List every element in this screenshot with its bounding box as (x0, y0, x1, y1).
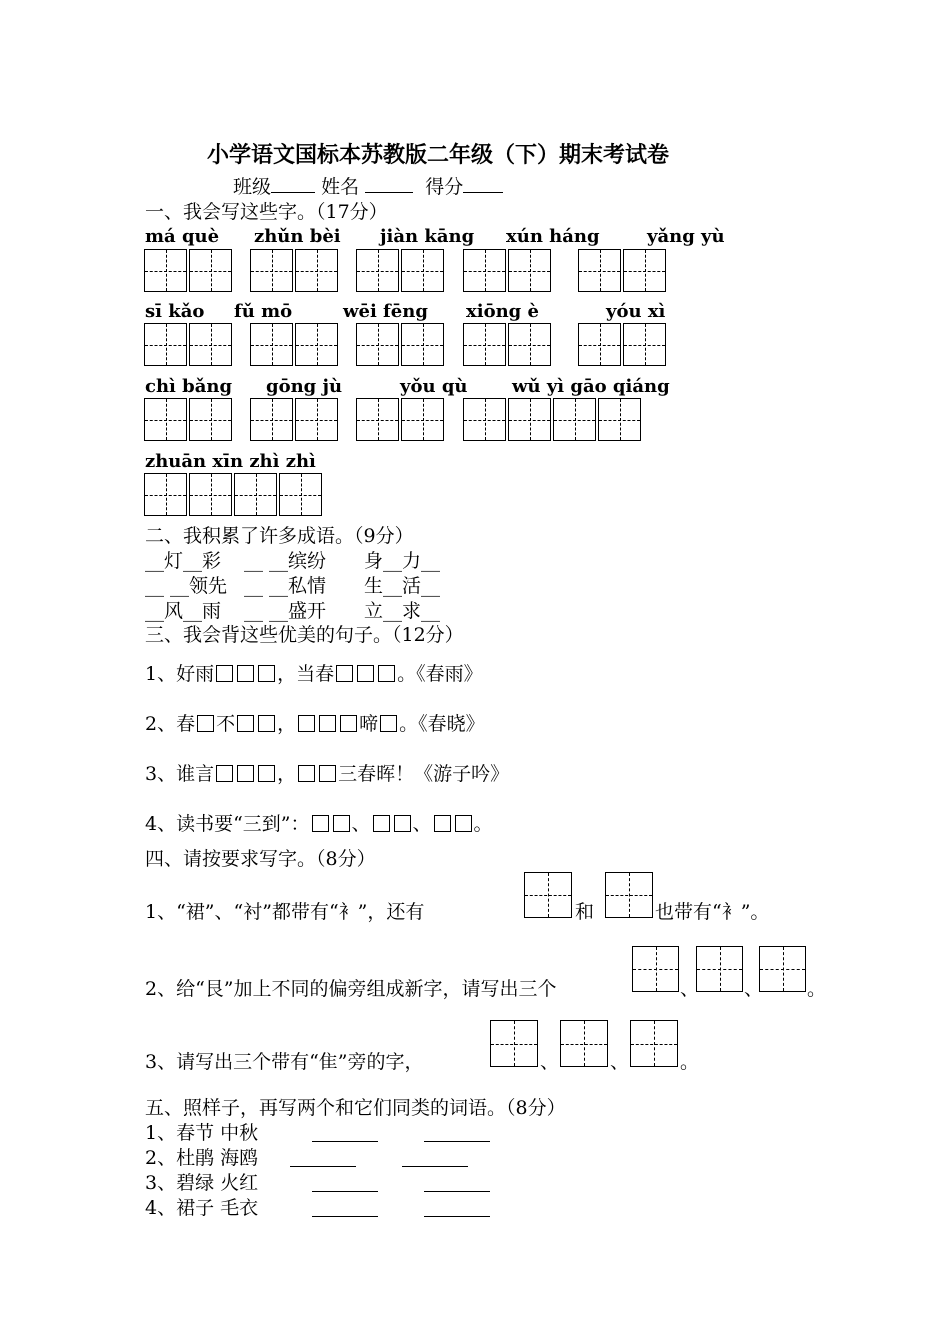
writing-grid-cell[interactable] (463, 398, 506, 441)
writing-grid-cell[interactable] (508, 323, 551, 366)
writing-grid-cell[interactable] (144, 473, 187, 516)
idiom-item[interactable]: 生__活__ (364, 575, 441, 597)
pinyin-label: wēi fēng (343, 301, 428, 322)
writing-grid-cell[interactable] (623, 249, 666, 292)
writing-grid-cell[interactable] (356, 249, 399, 292)
q1-text-b: 和 (575, 901, 595, 923)
pinyin-label: má què (145, 226, 220, 247)
period: 。 (807, 978, 827, 1000)
writing-grid-cell[interactable] (508, 398, 551, 441)
writing-grid-cell[interactable] (401, 249, 444, 292)
pinyin-label: jiàn kāng (380, 226, 475, 247)
answer-box[interactable] (333, 815, 350, 832)
pinyin-label: yǎng yù (647, 226, 725, 247)
separator: 、 (744, 978, 764, 1000)
writing-grid-cell[interactable] (234, 473, 277, 516)
answer-box[interactable] (434, 815, 451, 832)
word-item: 2、杜鹃 海鸥 (145, 1147, 259, 1169)
idiom-item[interactable]: __ __私情 (244, 575, 327, 597)
answer-blank[interactable] (424, 1141, 490, 1142)
writing-grid-cell[interactable] (189, 249, 232, 292)
q1-text-a: 1、“裙”、“衬”都带有“衤”，还有 (145, 901, 425, 923)
idiom-item[interactable]: 身__力__ (364, 550, 441, 572)
answer-box[interactable] (455, 815, 472, 832)
writing-grid-cell[interactable] (144, 323, 187, 366)
writing-grid-cell[interactable] (356, 398, 399, 441)
separator: 、 (540, 1051, 560, 1073)
writing-grid-cell[interactable] (250, 398, 293, 441)
writing-grid-cell[interactable] (560, 1020, 608, 1067)
writing-grid-cell[interactable] (605, 872, 653, 918)
answer-blank[interactable] (312, 1141, 378, 1142)
q2-text: 2、给“艮”加上不同的偏旁组成新字，请写出三个 (145, 978, 557, 1000)
writing-grid-cell[interactable] (144, 249, 187, 292)
writing-grid-cell[interactable] (250, 249, 293, 292)
answer-box[interactable] (216, 665, 233, 682)
answer-box[interactable] (373, 815, 390, 832)
answer-box[interactable] (258, 715, 275, 732)
score-label: 得分 (425, 176, 464, 198)
class-blank[interactable] (271, 192, 315, 193)
writing-grid-cell[interactable] (279, 473, 322, 516)
writing-grid-cell[interactable] (401, 398, 444, 441)
pinyin-label: chì bǎng (145, 376, 233, 397)
idiom-item[interactable]: __风__雨 (145, 600, 222, 622)
answer-blank[interactable] (290, 1166, 356, 1167)
writing-grid-cell[interactable] (295, 249, 338, 292)
writing-grid-cell[interactable] (401, 323, 444, 366)
answer-box[interactable] (298, 715, 315, 732)
idiom-item[interactable]: __ __盛开 (244, 600, 327, 622)
writing-grid-cell[interactable] (578, 249, 621, 292)
writing-grid-cell[interactable] (490, 1020, 538, 1067)
writing-grid-cell[interactable] (295, 398, 338, 441)
answer-blank[interactable] (402, 1166, 468, 1167)
idiom-item[interactable]: 立__求__ (364, 600, 441, 622)
q1-text-c: 也带有“衤”。 (655, 901, 770, 923)
writing-grid-cell[interactable] (250, 323, 293, 366)
answer-blank[interactable] (312, 1191, 378, 1192)
answer-box[interactable] (336, 665, 353, 682)
word-item: 3、碧绿 火红 (145, 1172, 259, 1194)
answer-box[interactable] (258, 665, 275, 682)
writing-grid-cell[interactable] (630, 1020, 678, 1067)
answer-box[interactable] (319, 715, 336, 732)
answer-blank[interactable] (424, 1191, 490, 1192)
writing-grid-cell[interactable] (295, 323, 338, 366)
pinyin-label: sī kǎo (145, 301, 205, 322)
writing-grid-cell[interactable] (553, 398, 596, 441)
section4-heading: 四、请按要求写字。（8分） (145, 848, 376, 870)
answer-box[interactable] (312, 815, 329, 832)
word-item: 4、裙子 毛衣 (145, 1197, 259, 1219)
pinyin-label: xiōng è (466, 301, 539, 322)
section2-heading: 二、我积累了许多成语。（9分） (145, 525, 414, 547)
writing-grid-cell[interactable] (578, 323, 621, 366)
idiom-item[interactable]: __灯__彩 (145, 550, 222, 572)
pinyin-label: zhǔn bèi (254, 226, 341, 247)
writing-grid-cell[interactable] (189, 323, 232, 366)
separator: 、 (610, 1051, 630, 1073)
writing-grid-cell[interactable] (356, 323, 399, 366)
pinyin-label: wǔ yì gāo qiáng (512, 376, 670, 397)
period: 。 (680, 1051, 700, 1073)
answer-blank[interactable] (312, 1216, 378, 1217)
answer-box[interactable] (319, 765, 336, 782)
writing-grid-cell[interactable] (696, 946, 743, 992)
answer-box[interactable] (340, 715, 357, 732)
answer-box[interactable] (394, 815, 411, 832)
pinyin-label: xún háng (506, 226, 600, 247)
pinyin-label: yǒu qù (400, 376, 468, 397)
writing-grid-cell[interactable] (463, 249, 506, 292)
pinyin-label: yóu xì (606, 301, 666, 322)
answer-box[interactable] (216, 765, 233, 782)
answer-box[interactable] (237, 665, 254, 682)
writing-grid-cell[interactable] (144, 398, 187, 441)
poem-line-2: 2、春 不 ， 啼 。《春晓》 (145, 713, 485, 735)
idiom-item[interactable]: __ __领先 (145, 575, 228, 597)
answer-box[interactable] (378, 665, 395, 682)
writing-grid-cell[interactable] (463, 323, 506, 366)
writing-grid-cell[interactable] (189, 473, 232, 516)
writing-grid-cell[interactable] (189, 398, 232, 441)
answer-box[interactable] (237, 765, 254, 782)
section3-heading: 三、我会背这些优美的句子。（12分） (145, 624, 464, 646)
writing-grid-cell[interactable] (598, 398, 641, 441)
answer-box[interactable] (258, 765, 275, 782)
writing-grid-cell[interactable] (632, 946, 679, 992)
writing-grid-cell[interactable] (759, 946, 806, 992)
word-item: 1、春节 中秋 (145, 1122, 259, 1144)
answer-box[interactable] (380, 715, 397, 732)
q3-text: 3、请写出三个带有“隹”旁的字， (145, 1051, 424, 1073)
score-blank[interactable] (463, 192, 503, 193)
answer-box[interactable] (298, 765, 315, 782)
answer-box[interactable] (237, 715, 254, 732)
answer-box[interactable] (357, 665, 374, 682)
name-blank[interactable] (365, 192, 413, 193)
writing-grid-cell[interactable] (508, 249, 551, 292)
class-label: 班级 (233, 176, 272, 198)
student-info-line (233, 175, 503, 199)
pinyin-label: fǔ mō (234, 301, 293, 322)
section1-heading: 一、我会写这些字。（17分） (145, 201, 388, 223)
poem-line-1: 1、好雨 ，当春 。《春雨》 (145, 663, 483, 685)
writing-grid-cell[interactable] (623, 323, 666, 366)
section5-heading: 五、照样子，再写两个和它们同类的词语。（8分） (145, 1097, 566, 1119)
page-title: 小学语文国标本苏教版二年级（下）期末考试卷 (207, 142, 670, 168)
writing-grid-cell[interactable] (524, 872, 572, 918)
poem-line-4: 4、读书要“三到”： 、 、 。 (145, 813, 493, 835)
answer-blank[interactable] (424, 1216, 490, 1217)
pinyin-label: gōng jù (266, 376, 343, 397)
pinyin-label: zhuān xīn zhì zhì (145, 451, 316, 472)
name-label: 姓名 (321, 176, 360, 198)
idiom-item[interactable]: __ __缤纷 (244, 550, 327, 572)
answer-box[interactable] (197, 715, 214, 732)
poem-line-3: 3、谁言 ， 三春晖！《游子吟》 (145, 763, 510, 785)
separator: 、 (680, 978, 700, 1000)
